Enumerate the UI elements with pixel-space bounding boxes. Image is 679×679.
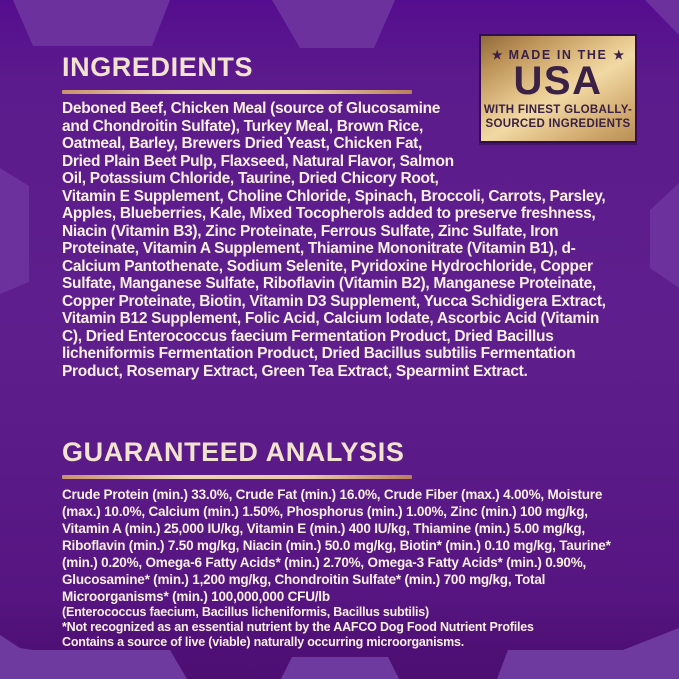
footnote-microorganism-species: (Enterococcus faecium, Bacillus licheniformis, Bacillus subtilis) <box>62 605 429 619</box>
badge-made-in-the-text: MADE IN THE <box>508 48 608 62</box>
star-icon: ★ <box>491 48 503 62</box>
footnote-aafco: *Not recognized as an essential nutrient by the AAFCO Dog Food Nutrient Profiles <box>62 620 534 634</box>
ingredients-divider <box>62 90 412 94</box>
star-icon: ★ <box>613 48 625 62</box>
guaranteed-analysis-text: Crude Protein (min.) 33.0%, Crude Fat (min.) 16.0%, Crude Fiber (max.) 4.00%, Moisture (max.) 10.0%, Calcium (min.) 1.50%, Phosphorus (min.) 1.00%, Zinc (min.) 100 mg/kg, Vitamin A (min.) 25,000 IU/kg, Vitamin E (min.) 400 IU/kg, Thiamine (min.) 5.00 mg/kg, Riboflavin (min.) 7.50 mg/kg, Niacin (min.) 50.0 mg/kg, Biotin* (min.) 0.10 mg/kg, Taurine* (min.) 0.20%, Omega-6 Fatty Acids* (min.) 2.70%, Omega-3 Fatty Acids* (min.) 0.90%, Glucosamine* (min.) 1,200 mg/kg, Chondroitin Sulfate* (min.) 700 mg/kg, Total Microorganisms* (min.) 100,000,000 CFU/lb <box>62 487 611 604</box>
badge-subline <box>481 104 635 131</box>
guaranteed-analysis-divider <box>62 475 412 479</box>
badge-subline-1: WITH FINEST GLOBALLY- <box>483 104 633 116</box>
badge-subline-2: SOURCED INGREDIENTS <box>485 117 631 130</box>
ingredients-title: INGREDIENTS <box>62 52 254 82</box>
guaranteed-analysis-title: GUARANTEED ANALYSIS <box>62 437 405 467</box>
footnote-live-microorganisms: Contains a source of live (viable) naturally occurring microorganisms. <box>62 635 465 649</box>
guaranteed-analysis-section <box>62 437 624 650</box>
made-in-usa-badge <box>479 34 637 143</box>
badge-usa-text: USA <box>513 59 603 103</box>
ingredients-text: Deboned Beef, Chicken Meal (source of Glucosamine and Chondroitin Sulfate), Turkey Meal, Brown Rice, Oatmeal, Barley, Brewers Dried Yeast, Chicken Fat, Dried Plain Beet Pulp, Flaxseed, Natural Flavor, Salmon Oil, Potassium Chloride, Taurine, Dried Chicory Root, Vitamin E Supplement, Choline Chloride, Spinach, Broccoli, Carrots, Parsley, Apples, Blueberries, Kale, Mixed Tocopherols added to preserve freshness, Niacin (Vitamin B3), Zinc Proteinate, Ferrous Sulfate, Zinc Sulfate, Iron Proteinate, Vitamin A Supplement, Thiamine Mononitrate (Vitamin B1), d-Calcium Pantothenate, Sodium Selenite, Pyridoxine Hydrochloride, Copper Sulfate, Manganese Sulfate, Riboflavin (Vitamin B2), Manganese Proteinate, Copper Proteinate, Biotin, Vitamin D3 Supplement, Yucca Schidigera Extract, Vitamin B12 Supplement, Folic Acid, Calcium Iodate, Ascorbic Acid (Vitamin C), Dried Enterococcus faecium Fermentation Product, Dried Bacillus licheniformis Fermentation Product, Dried Bacillus subtilis Fermentation Product, Rosemary Extract, Green Tea Extract, Spearmint Extract. <box>62 100 606 380</box>
